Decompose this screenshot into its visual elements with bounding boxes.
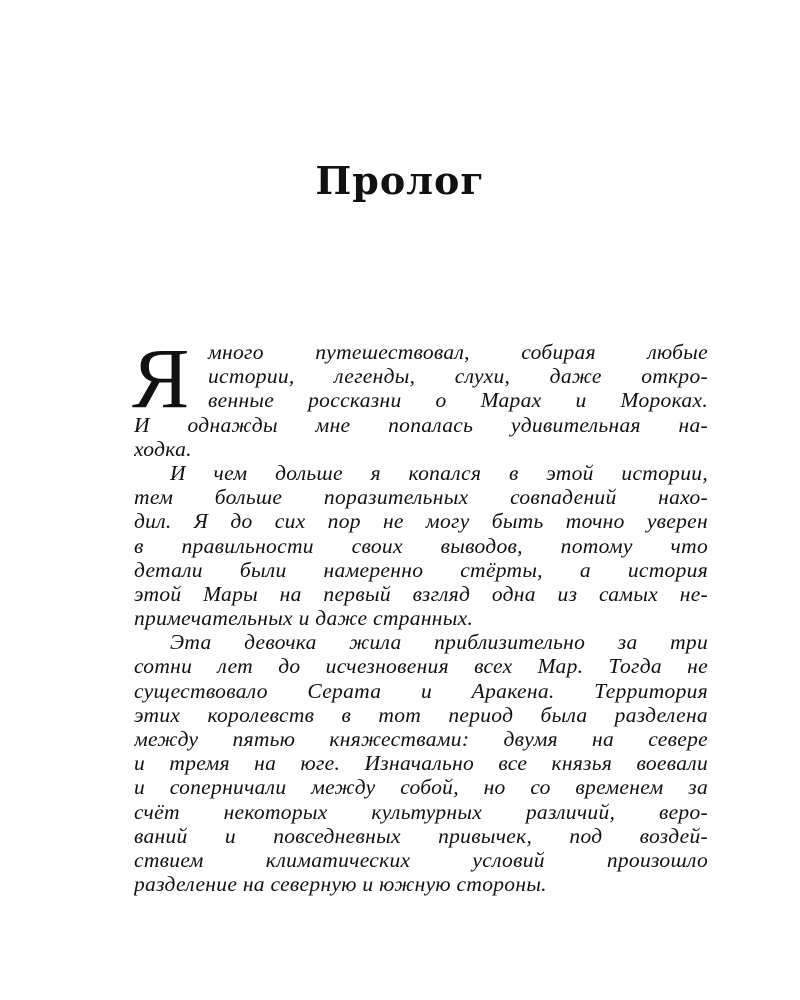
- text-line: Эта девочка жила приблизительно за три: [170, 630, 708, 655]
- text-line: примечательных и даже странных.: [134, 606, 474, 631]
- text-line: сотни лет до исчезновения всех Мар. Тогда не: [134, 654, 708, 679]
- text-line: ваний и повседневных привычек, под воздей-: [134, 823, 708, 848]
- text-line: венные россказни о Марах и Мороках.: [208, 388, 708, 413]
- text-line: между пятью княжествами: двумя на севере: [134, 727, 708, 751]
- text-line: этих королевств в тот период была разделена: [134, 702, 708, 727]
- text-line: дил. Я до сих пор не могу быть точно уверен: [134, 509, 708, 534]
- text-line: ствием климатических условий произошло: [134, 847, 708, 872]
- text-line: существовало Серата и Аракена. Территория: [134, 678, 708, 703]
- drop-cap: Я: [132, 330, 190, 426]
- text-line: счёт некоторых культурных различий, веро-: [134, 799, 708, 824]
- text-line: тем больше поразительных совпадений нахо-: [134, 485, 708, 510]
- text-line: и соперничали между собой, но со временем за: [134, 775, 708, 800]
- text-line: И однажды мне попалась удивительная на-: [134, 412, 708, 437]
- text-line: детали были намеренно стёрты, а история: [134, 557, 708, 582]
- text-line: разделение на северную и южную стороны.: [134, 872, 547, 897]
- text-line: ходка.: [134, 436, 192, 461]
- chapter-title: Пролог: [315, 158, 485, 203]
- text-line: в правильности своих выводов, потому что: [134, 533, 708, 558]
- text-line: истории, легенды, слухи, даже откро-: [208, 364, 708, 389]
- chapter-body: [132, 330, 708, 897]
- text-line: этой Мары на первый взгляд одна из самых не-: [134, 581, 708, 606]
- text-line: И чем дольше я копался в этой истории,: [170, 460, 708, 485]
- text-line: и тремя на юге. Изначально все князья воевали: [134, 751, 708, 776]
- text-line: много путешествовал, собирая любые: [208, 340, 708, 364]
